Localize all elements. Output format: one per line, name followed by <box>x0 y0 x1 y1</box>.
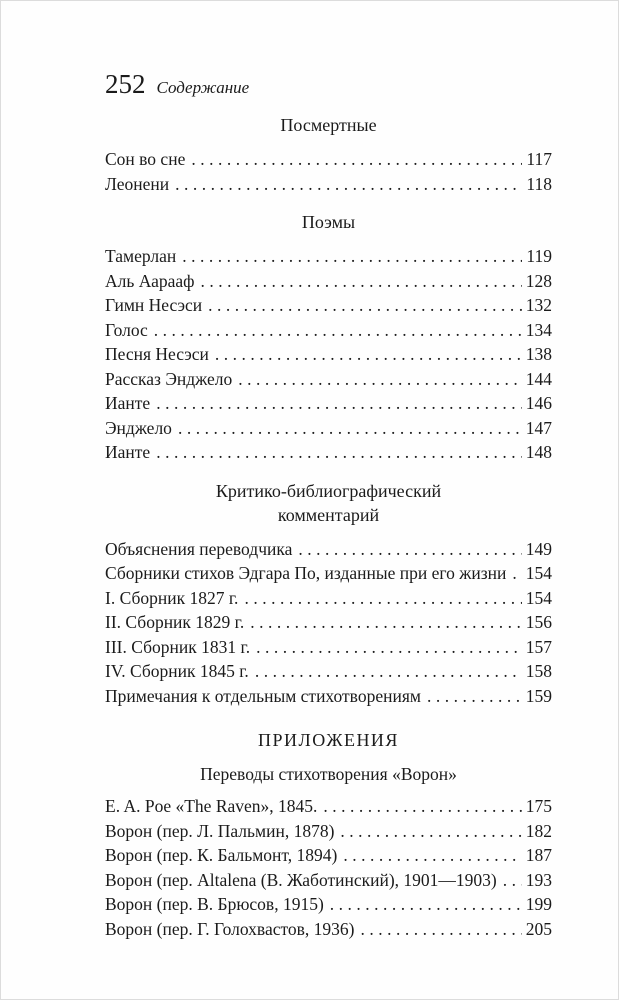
toc-entry-page: 156 <box>525 612 552 632</box>
section-poems <box>105 210 552 465</box>
dot-leader <box>201 269 522 294</box>
toc-entry <box>105 561 552 586</box>
toc-entry-page: 146 <box>525 393 552 413</box>
dot-leader <box>178 416 522 441</box>
toc-entry-page: 138 <box>525 344 552 364</box>
dot-leader <box>340 819 521 844</box>
toc-entry <box>105 586 552 611</box>
toc-entry-title: I. Сборник 1827 г. <box>105 587 239 608</box>
toc-entry <box>105 318 552 343</box>
toc-entry-page: 199 <box>525 894 552 914</box>
toc-entry <box>105 391 552 416</box>
toc-entry <box>105 635 552 660</box>
section-subheading: Переводы стихотворения «Ворон» <box>200 764 457 784</box>
toc-entry-title: Тамерлан <box>105 246 177 266</box>
toc-entry-title: Сборники стихов Эдгара По, изданные при его жизни <box>105 563 507 583</box>
toc-entry-page: 148 <box>525 442 552 462</box>
toc-entry-title: Ворон (пер. К. Бальмонт, 1894) <box>105 845 338 865</box>
toc-entry <box>105 917 552 942</box>
dot-leader <box>208 293 522 318</box>
toc-entry-title: Ворон (пер. Г. Голохвастов, 1936) <box>105 918 355 939</box>
toc-entry-page: 144 <box>525 368 552 389</box>
dot-leader <box>512 561 521 586</box>
toc-entry-page: 147 <box>525 417 552 438</box>
toc-entry-title: Рассказ Энджело <box>105 368 233 389</box>
dot-leader <box>238 367 521 392</box>
dot-leader <box>361 917 522 942</box>
toc-entry <box>105 684 552 709</box>
toc-entry-page: 187 <box>525 845 552 865</box>
toc-entry <box>105 342 552 367</box>
dot-leader <box>154 318 522 343</box>
toc-entry <box>105 843 552 868</box>
toc-entry-page: 154 <box>525 587 552 608</box>
heading-line: Критико-библиографический <box>215 480 442 501</box>
toc-entry-title: Аль Аарааф <box>105 270 195 291</box>
toc-entry-page: 159 <box>525 685 552 706</box>
toc-entry <box>105 610 552 635</box>
toc-entry-page: 119 <box>526 246 552 266</box>
dot-leader <box>427 684 522 709</box>
toc-entry-title: E. A. Poe «The Raven», 1845. <box>105 796 318 816</box>
dot-leader <box>244 586 521 611</box>
toc-entry-title: Ворон (пер. Altalena (В. Жаботинский), 1901—1903) <box>105 869 497 890</box>
toc-entry-title: Энджело <box>105 417 172 438</box>
running-title: Содержание <box>156 78 250 97</box>
dot-leader <box>156 440 522 465</box>
toc-entry <box>105 794 552 819</box>
toc-entry-title: Леонени <box>105 173 170 194</box>
toc-entry-page: 132 <box>525 295 552 315</box>
page-number: 252 <box>105 69 146 99</box>
toc-entry <box>105 892 552 917</box>
toc-entry-page: 149 <box>525 538 552 559</box>
toc-entry-title: Сон во сне <box>105 149 186 169</box>
toc-entry-title: Примечания к отдельным стихотворениям <box>105 685 421 706</box>
toc-entry-title: Объяснения переводчика <box>105 538 293 559</box>
toc-entry-page: 157 <box>525 636 552 657</box>
toc-entry <box>105 367 552 392</box>
toc-entry-title: III. Сборник 1831 г. <box>105 636 251 657</box>
dot-leader <box>256 635 522 660</box>
dot-leader <box>175 172 522 197</box>
dot-leader <box>323 794 521 819</box>
toc-entry <box>105 416 552 441</box>
toc-entry-page: 193 <box>525 869 552 890</box>
toc-entry-page: 128 <box>525 270 552 291</box>
toc-entry <box>105 440 552 465</box>
toc-entry-page: 118 <box>526 173 552 194</box>
toc-entry-page: 134 <box>525 319 552 340</box>
section-heading: Посмертные <box>280 115 377 135</box>
toc-entry-page: 158 <box>525 661 552 681</box>
toc-entry <box>105 868 552 893</box>
toc-entry <box>105 172 552 197</box>
section-heading: ПРИЛОЖЕНИЯ <box>258 730 399 750</box>
toc-entry <box>105 147 552 172</box>
dot-leader <box>298 537 521 562</box>
dot-leader <box>250 610 521 635</box>
toc-entry-title: Песня Несэси <box>105 344 209 364</box>
toc-entry-title: Ианте <box>105 393 151 413</box>
toc-entry-page: 182 <box>525 820 552 841</box>
dot-leader <box>156 391 522 416</box>
section-posthumous <box>105 113 552 196</box>
toc-entry <box>105 293 552 318</box>
dot-leader <box>215 342 522 367</box>
toc-entry-page: 175 <box>525 796 552 816</box>
section-commentary <box>105 479 552 709</box>
toc-entry-page: 117 <box>526 149 552 169</box>
toc-entry-title: Ианте <box>105 442 151 462</box>
toc-entry-title: II. Сборник 1829 г. <box>105 612 245 632</box>
running-head <box>105 69 552 99</box>
toc-entry-title: Ворон (пер. В. Брюсов, 1915) <box>105 894 324 914</box>
dot-leader <box>255 659 522 684</box>
toc-entry <box>105 659 552 684</box>
toc-entry-title: Ворон (пер. Л. Пальмин, 1878) <box>105 820 335 841</box>
toc-entry-page: 154 <box>525 563 552 583</box>
toc-entry-title: Гимн Несэси <box>105 295 203 315</box>
toc-entry-title: Голос <box>105 319 148 340</box>
toc-entry <box>105 537 552 562</box>
dot-leader <box>191 147 522 172</box>
toc-entry-page: 205 <box>525 918 552 939</box>
section-heading: Поэмы <box>301 212 356 232</box>
section-heading <box>105 479 552 527</box>
dot-leader <box>182 244 522 269</box>
toc-entry <box>105 819 552 844</box>
toc-entry-title: IV. Сборник 1845 г. <box>105 661 249 681</box>
dot-leader <box>343 843 521 868</box>
toc-entry <box>105 244 552 269</box>
section-appendices <box>105 728 552 941</box>
dot-leader <box>330 892 522 917</box>
heading-line: комментарий <box>277 504 380 525</box>
dot-leader <box>503 868 522 893</box>
toc-entry <box>105 269 552 294</box>
